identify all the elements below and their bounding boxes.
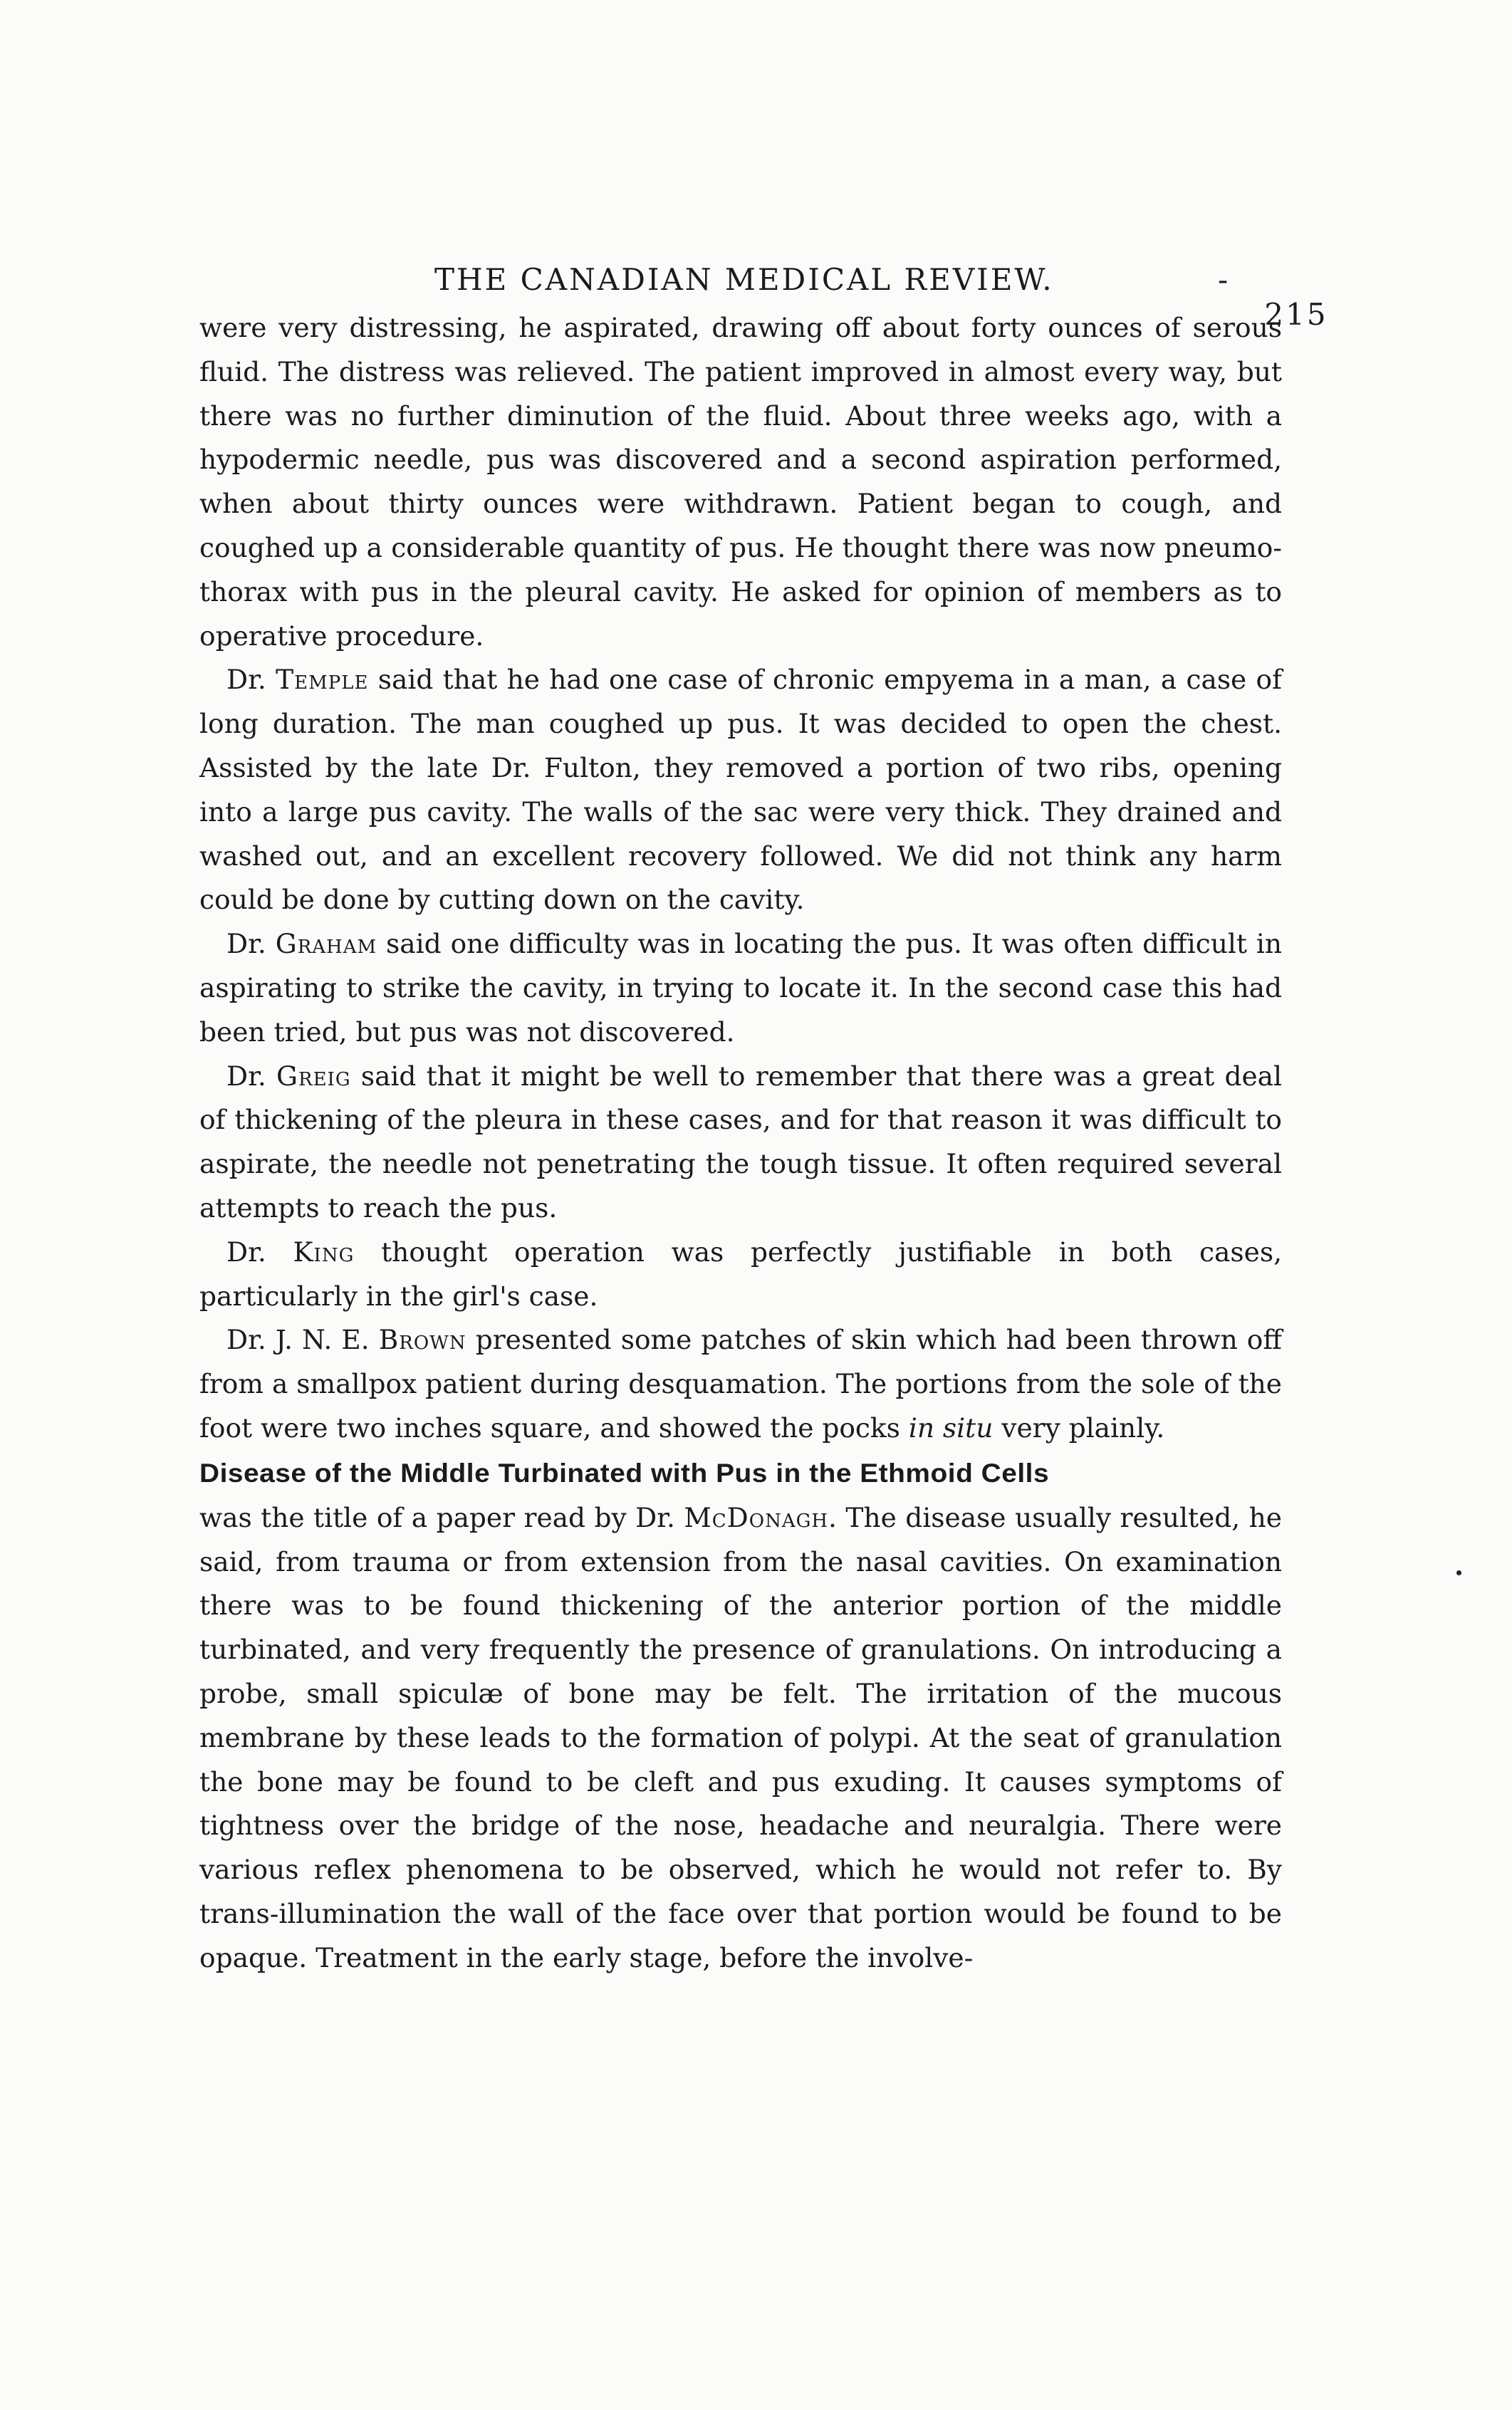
section-body: . The disease usually resulted, he said, from trauma or from extension from the nasal cavities. On examination there was to be found thickening of the anterior portion of the middle turbinated, and very frequently the presence of granulations. On introducing a probe, small spiculæ of bone may be felt. The irritation of the mucous membrane by these leads to the formation of polypi. At the seat of granulation the bone may be found to be cleft and pus exuding. It causes symptoms of tightness over the bridge of the nose, headache and neuralgia. There were various reflex phenomena to be observed, which he would not refer to. By trans-illumination the wall of the face over that portion would be found to be opaque. Treatment in the early stage, before the involve- [199, 1501, 1282, 1973]
paragraph-text-end: very plainly. [993, 1412, 1165, 1444]
paragraph-text: said that it might be well to remember that there was a great deal of thickening of the pleura in these cases, and for that reason it was difficult to aspirate, the needle not penetrating the tough tissue. It often required several attempts to reach the pus. [199, 1060, 1282, 1224]
speaker-name-brown: Brown [378, 1324, 466, 1356]
paragraph-king [199, 1231, 1282, 1319]
paragraph-continuation: were very distressing, he aspirated, drawing off about forty ounces of serous fluid. The distress was relieved. The patient improved in almost every way, but there was no further diminution of the fluid. About three weeks ago, with a hypodermic needle, pus was discovered and a second aspiration performed, when about thirty ounces were withdrawn. Patient began to cough, and coughed up a considerable quantity of pus. He thought there was now pneumo-thorax with pus in the pleural cavity. He asked for opinion of members as to operative procedure. [199, 312, 1282, 652]
speaker-prefix: Dr. [226, 664, 276, 696]
page-number [1218, 262, 1328, 332]
margin-mark [1456, 1570, 1461, 1575]
paragraph-text: thought operation was perfectly justifiable in both cases, particularly in the girl's case. [199, 1236, 1283, 1312]
paragraph-text: presented some patches of skin which had been thrown off from a smallpox patient during desquamation. The portions from the sole of the foot were two inches square, and showed the pocks [199, 1324, 1282, 1444]
section-title: Disease of the Middle Turbinated with Pus in the Ethmoid Cells [199, 1458, 1050, 1488]
journal-title: THE CANADIAN MEDICAL REVIEW. [434, 262, 1054, 297]
speaker-prefix: Dr. [226, 1060, 277, 1092]
italic-in-situ: in situ [908, 1412, 994, 1444]
speaker-name-temple: Temple [276, 664, 369, 696]
section-heading [199, 1451, 1282, 1496]
speaker-prefix: Dr. [226, 928, 276, 960]
paragraph-brown [199, 1318, 1282, 1450]
speaker-prefix: Dr. [226, 1236, 293, 1268]
section-intro: was the title of a paper read by Dr. [199, 1501, 684, 1533]
paragraph-section-body [199, 1496, 1282, 1981]
page [199, 249, 1328, 1980]
speaker-name-graham: Graham [275, 928, 377, 960]
speaker-prefix: Dr. J. N. E. [226, 1324, 379, 1356]
paragraph-temple [199, 658, 1282, 922]
speaker-name-greig: Greig [276, 1060, 351, 1092]
author-name-mcdonagh: McDonagh [684, 1501, 829, 1533]
header-separator: - [1218, 262, 1231, 297]
page-number-value: 215 [1264, 297, 1328, 332]
speaker-name-king: King [293, 1236, 355, 1268]
running-head [199, 249, 1328, 332]
paragraph-text: said one difficulty was in locating the pus. It was often difficult in aspirating to strike the cavity, in trying to locate it. In the second case this had been tried, but pus was not discovered. [199, 928, 1282, 1048]
paragraph-text: said that he had one case of chronic empyema in a man, a case of long duration. The man coughed up pus. It was decided to open the chest. Assisted by the late Dr. Fulton, they removed a portion of two ribs, opening into a large pus cavity. The walls of the sac were very thick. They drained and washed out, and an excellent recovery followed. We did not think any harm could be done by cutting down on the cavity. [199, 664, 1282, 916]
paragraph-graham [199, 922, 1282, 1054]
paragraph-greig [199, 1055, 1282, 1231]
